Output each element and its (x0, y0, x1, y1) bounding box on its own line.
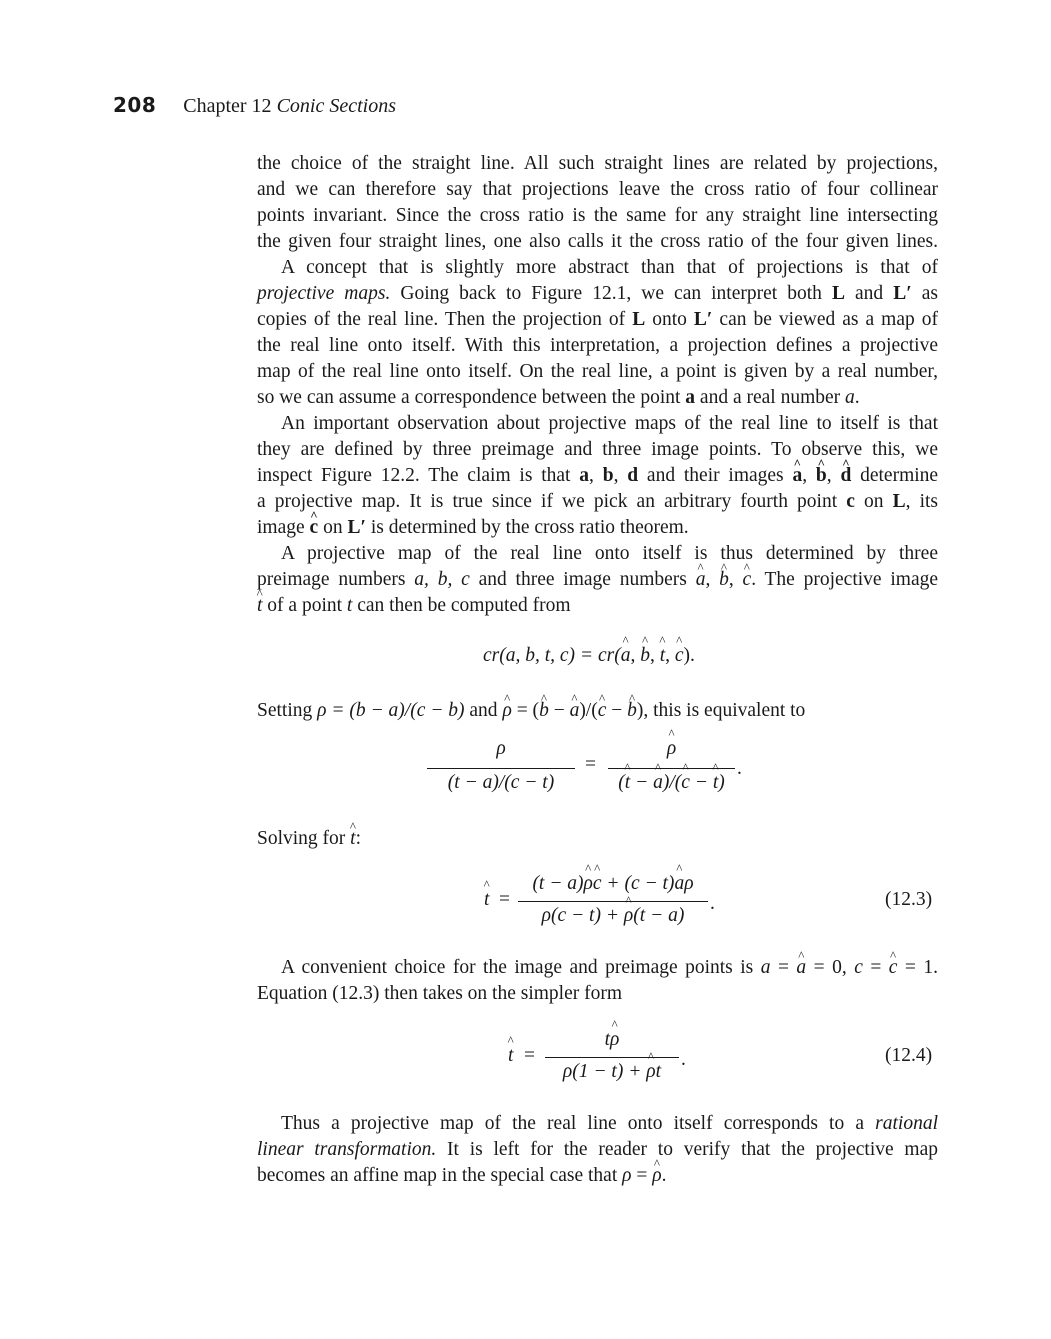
term-linear-transformation: linear transformation. (257, 1139, 437, 1160)
term-projective-maps: projective maps. (257, 283, 391, 304)
chapter-title: Conic Sections (276, 95, 396, 117)
equals-sign: = (585, 754, 596, 775)
fraction-right: ^ ρ (^ t − ^ a)/(^ c − ^ t) (608, 738, 735, 798)
paragraph-4-line-1: A projective map of the real line onto itself is thus determined by three (281, 543, 938, 564)
paragraph-4-line-2: preimage numbers a, b, c and three image numbers ^ a, ^ b, ^ c. The projective image (257, 567, 938, 592)
paragraph-2-line-5: map of the real line onto itself. On the real line, a point is given by a real number, (257, 361, 938, 382)
running-head (113, 92, 396, 119)
page-number: 208 (113, 93, 157, 117)
paragraph-3-line-1: An important observation about projective maps of the real line to itself is that (281, 413, 938, 434)
fraction-12-4: t^ ρ ρ(1 − t) + ^ ρt (545, 1029, 679, 1089)
paragraph-3-line-2: they are defined by three preimage and three image points. To observe this, we (257, 439, 938, 460)
paragraph-4-line-3: ^ t of a point t can then be computed from (257, 593, 938, 618)
equation-number-12-4: (12.4) (885, 1045, 933, 1066)
paragraph-5-line-1: A convenient choice for the image and preimage points is a = ^ a = 0, c = ^ c = 1. (257, 955, 938, 980)
paragraph-3-line-3: inspect Figure 12.2. The claim is that a, b, d and their images ^ a, ^ b, ^ d determine (257, 463, 938, 488)
term-rational: rational (875, 1113, 938, 1134)
paragraph-2-line-4: the real line onto itself. With this interpretation, a projection defines a projective (257, 335, 938, 356)
equation-cross-ratio: cr(a, b, t, c) = cr(^ a, ^ b, ^ t, ^ c). (483, 645, 695, 667)
equation-12-3: ^ t = (t − a)^ ρ^ c + (c − t)^ aρ ρ(c − t) + ^ ρ(t − a) . (12.3) (0, 0, 1051, 1339)
paragraph-2-line-3: copies of the real line. Then the projection of L onto L′ can be viewed as a map of (257, 309, 938, 330)
paragraph-3-line-4: a projective map. It is true since if we pick an arbitrary fourth point c on L, its (257, 491, 939, 512)
chapter-label: Chapter 12 (183, 95, 272, 117)
paragraph-6-line-2: linear transformation. It is left for the reader to verify that the projective map (257, 1139, 938, 1160)
paragraph-2-line-1: A concept that is slightly more abstract than that of projections is that of (281, 257, 938, 278)
paragraph-2-line-2: projective maps. Going back to Figure 12.1, we can interpret both L and L′ as (257, 283, 939, 304)
paragraph-2-line-6: so we can assume a correspondence between the point a and a real number a. (257, 387, 860, 408)
paragraph-1-line-2: and we can therefore say that projections leave the cross ratio of four collinear (257, 179, 938, 200)
equation-number-12-3: (12.3) (885, 889, 933, 910)
equation-ratio: ρ (t − a)/(c − t) = ^ ρ (^ t − ^ a)/(^ c − ^ t) . (0, 0, 1051, 1339)
paragraph-1-line-4: the given four straight lines, one also calls it the cross ratio of the four given lines. (257, 231, 938, 252)
paragraph-3-line-5: image ^ c on L′ is determined by the cross ratio theorem. (257, 515, 938, 540)
fraction-12-3: (t − a)^ ρ^ c + (c − t)^ aρ ρ(c − t) + ^ ρ(t − a) (518, 873, 708, 933)
paragraph-6-line-1: Thus a projective map of the real line onto itself corresponds to a rational (281, 1113, 938, 1134)
setting-line: Setting ρ = (b − a)/(c − b) and ^ ρ = (^ b − ^ a)/(^ c − ^ b), this is equivalent to (257, 698, 938, 723)
equation-12-4: ^ t = t^ ρ ρ(1 − t) + ^ ρt . (12.4) (0, 0, 1051, 1339)
solving-for-line: Solving for ^ t: (257, 826, 938, 851)
paragraph-6-line-3: becomes an affine map in the special case that ρ = ^ ρ. (257, 1163, 938, 1188)
paragraph-5-line-2: Equation (12.3) then takes on the simpler form (257, 983, 622, 1004)
paragraph-1-line-3: points invariant. Since the cross ratio is the same for any straight line intersecting (257, 205, 938, 226)
paragraph-1-line-1: the choice of the straight line. All such straight lines are related by projections, (257, 153, 938, 174)
fraction-left: ρ (t − a)/(c − t) (427, 738, 575, 798)
